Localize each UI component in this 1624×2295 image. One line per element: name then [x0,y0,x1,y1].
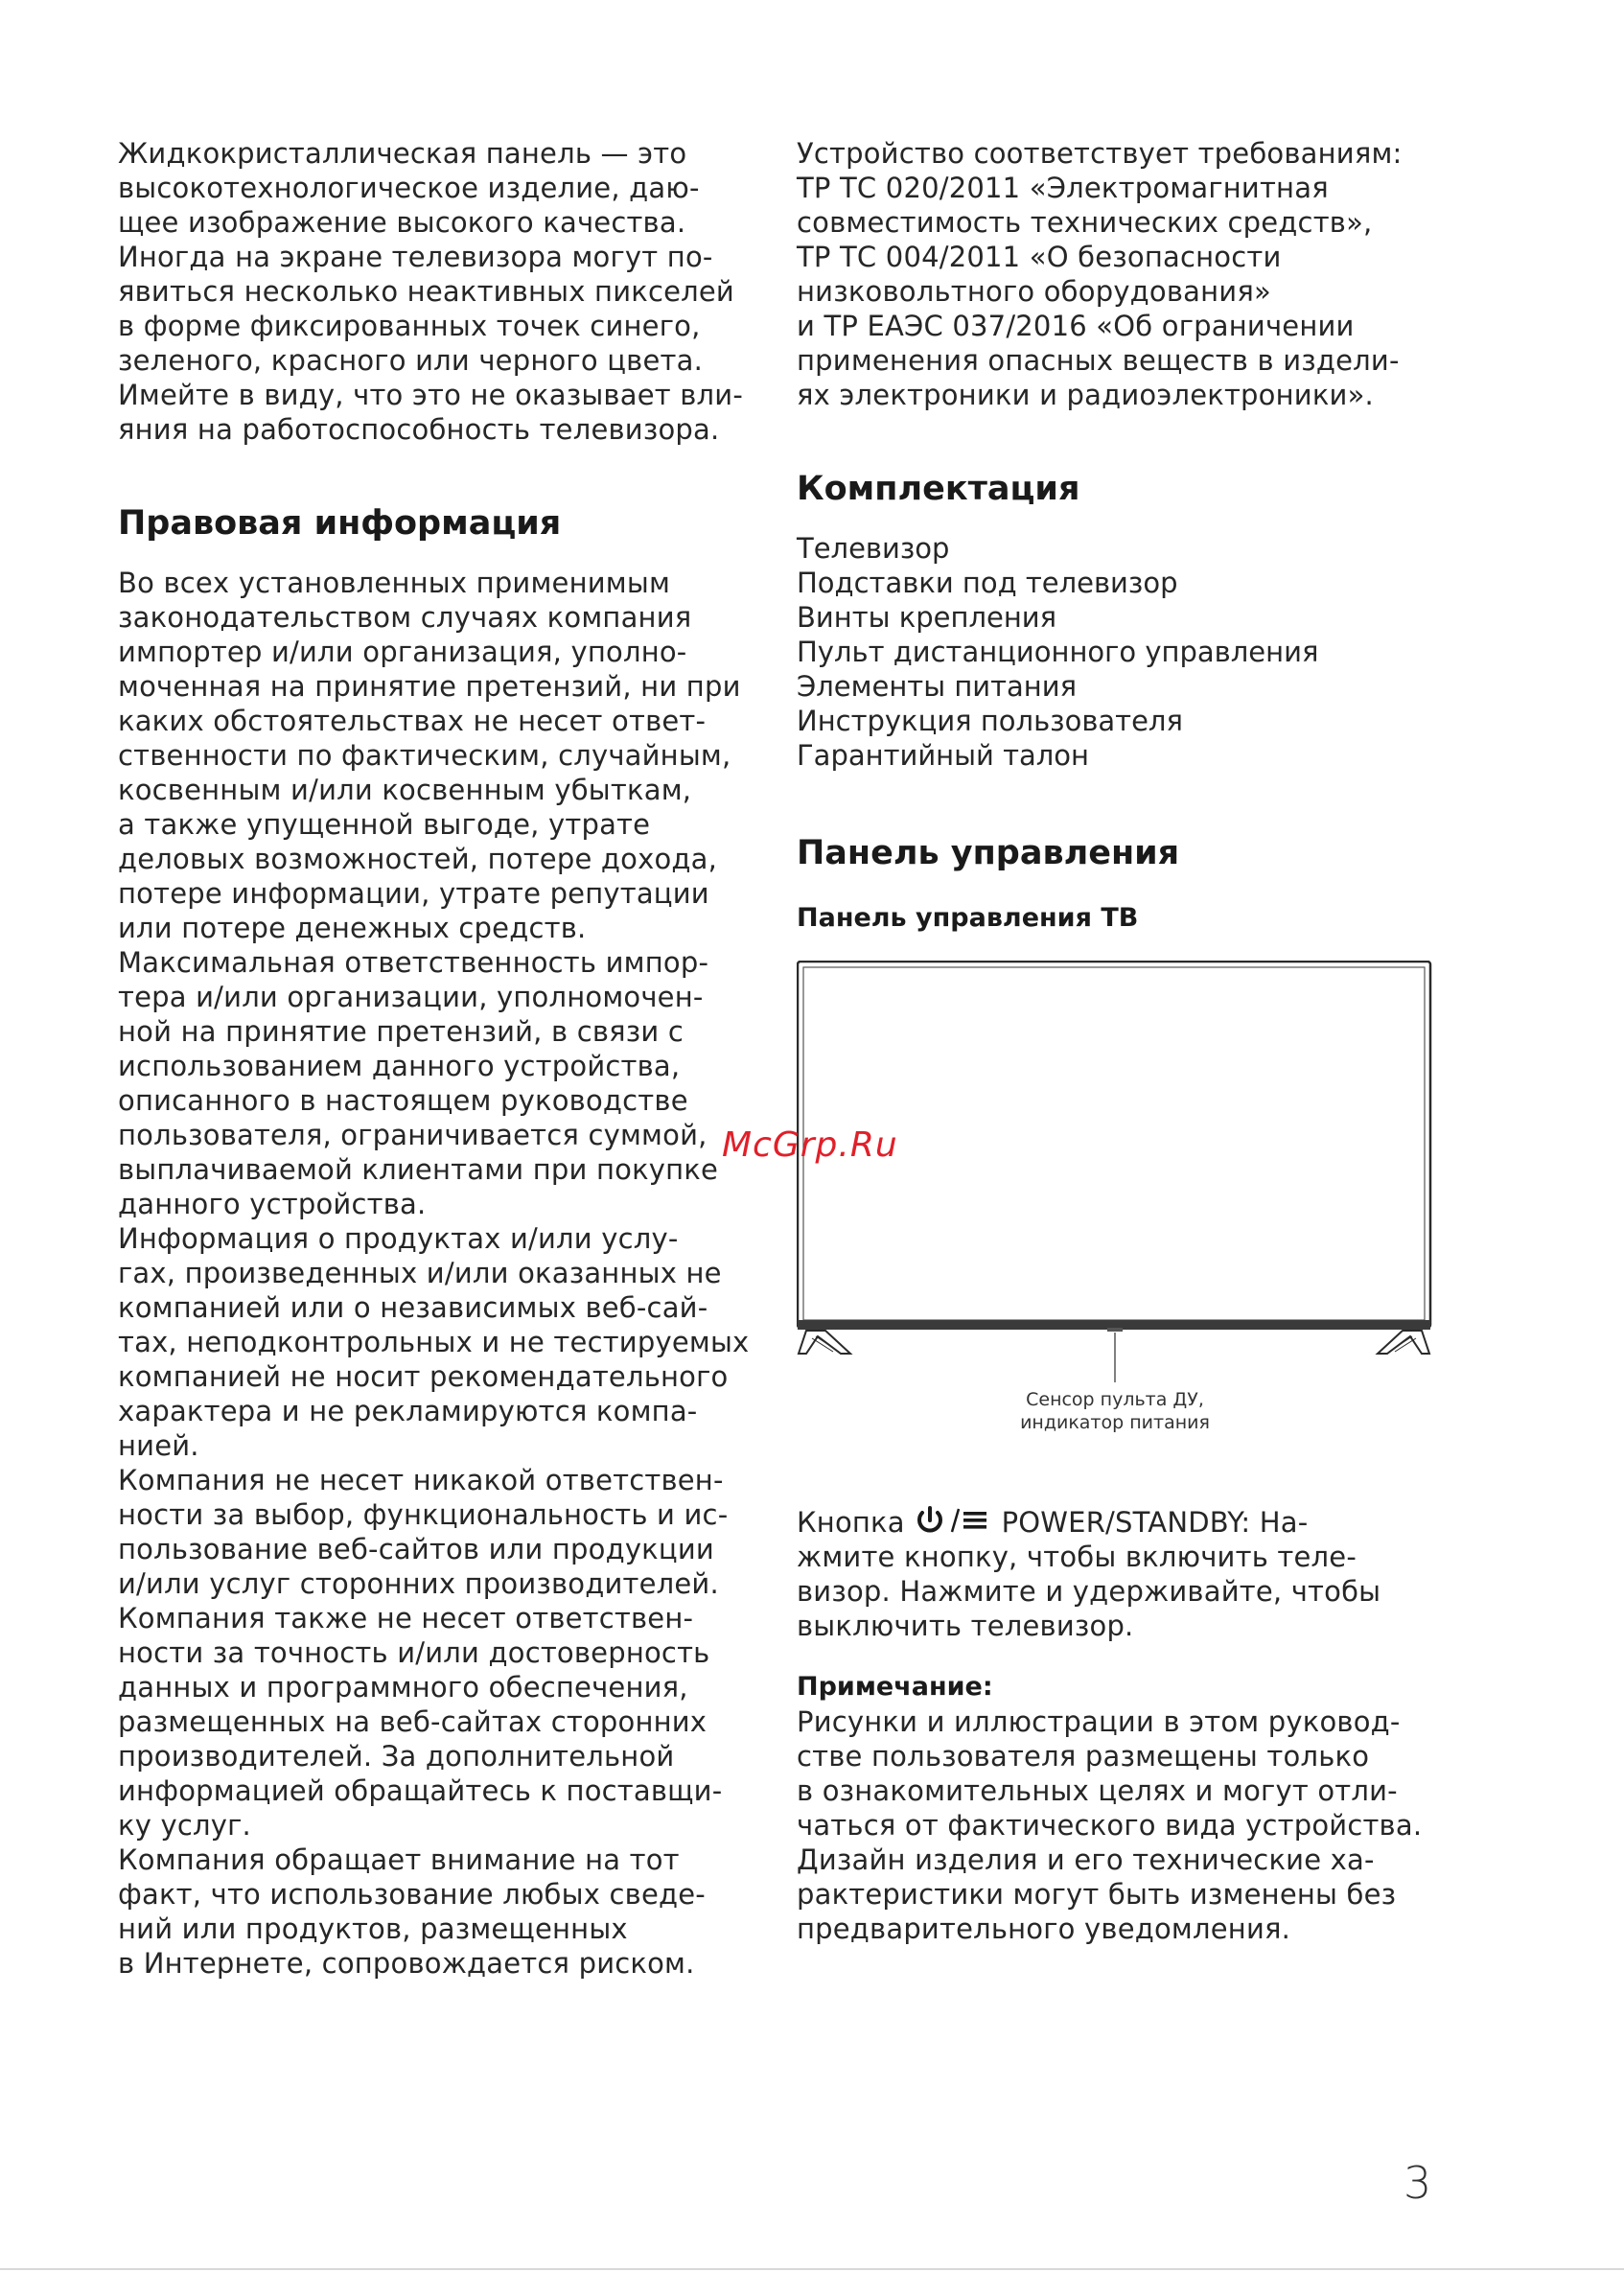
text-line: импортер и/или организация, уполно- [118,636,687,668]
power-button-paragraph: Кнопка POWER/STANDBY: На- жмите кнопку, чтобы включить теле- визор. Нажмите и удерживайте, чтобы выключить телевизор. [797,1505,1449,1643]
sensor-caption: Сенсор пульта ДУ, индикатор питания [1020,1389,1210,1433]
compliance-paragraph [797,136,1449,412]
text-line: зеленого, красного или черного цвета. [118,344,703,377]
text-line: в Интернете, сопровождается риском. [118,1947,695,1980]
page-number: 3 [1404,2157,1432,2209]
text-line: рактеристики могут быть изменены без [797,1878,1397,1911]
text-line: низковольтного оборудования» [797,275,1271,308]
text-line: производителей. За дополнительной [118,1740,675,1773]
text-line: тах, неподконтрольных и не тестируемых [118,1326,750,1358]
text-line: Дизайн изделия и его технические ха- [797,1843,1375,1876]
watermark: McGrp.Ru [722,1125,898,1165]
text-line: ственности по фактическим, случайным, [118,739,731,772]
text-line: Компания обращает внимание на тот [118,1843,680,1876]
text-line: информацией обращайтесь к поставщи- [118,1774,723,1807]
kit-list [797,531,1449,773]
text-line: характера и не рекламируются компа- [118,1395,698,1427]
text-line: косвенным и/или косвенным убыткам, [118,774,692,806]
text-line: предварительного уведомления. [797,1912,1291,1945]
text-line: чаться от фактического вида устройства. [797,1809,1423,1842]
text-line: законодательством случаях компания [118,601,692,634]
text-line: Компания не несет никакой ответствен- [118,1464,724,1496]
text-line: размещенных на веб-сайтах сторонних [118,1705,708,1738]
text-line: выплачиваемой клиентами при покупке [118,1153,719,1186]
right-column [797,136,1449,1946]
note-heading: Примечание: [797,1672,993,1702]
text-line: и ТР ЕАЭС 037/2016 «Об ограничении [797,310,1355,342]
kit-item: Телевизор [797,532,950,565]
text-line: гах, произведенных и/или оказанных не [118,1257,722,1289]
legal-paragraph [118,566,758,1981]
text-line: ТР ТС 020/2011 «Электромагнитная [797,172,1329,204]
control-panel-subheading: Панель управления ТВ [797,903,1139,933]
text-line: данного устройства. [118,1188,427,1220]
text-line: компанией или о независимых веб-сай- [118,1291,708,1324]
text-line: пользование веб-сайтов или продукции [118,1533,714,1565]
remote-sensor [1107,1328,1123,1332]
text-line: выключить телевизор. [797,1610,1134,1642]
text-line: яния на работоспособность телевизора. [118,413,720,446]
text-line: Устройство соответствует требованиям: [797,137,1403,170]
text-line: пользователя, ограничивается суммой, [118,1119,708,1151]
text-line: и/или услуг сторонних производителей. [118,1567,719,1600]
text-line: моченная на принятие претензий, ни при [118,670,741,703]
text-line: компанией не носит рекомендательного [118,1360,729,1393]
control-panel-heading: Панель управления [797,834,1180,872]
text-line: тера и/или организации, уполномочен- [118,981,704,1013]
text-line: щее изображение высокого качества. [118,206,686,239]
kit-item: Инструкция пользователя [797,705,1183,737]
text-line: ку услуг. [118,1809,251,1842]
text-line: факт, что использование любых сведе- [118,1878,706,1911]
text-line: каких обстоятельствах не несет ответ- [118,705,707,737]
text-line: совместимость технических средств», [797,206,1373,239]
text-line: Рисунки и иллюстрации в этом руковод- [797,1705,1401,1738]
text-line: применения опасных веществ в издели- [797,344,1400,377]
text-line: Максимальная ответственность импор- [118,946,709,979]
text-line: явиться несколько неактивных пикселей [118,275,734,308]
text-line: стве пользователя размещены только [797,1740,1370,1773]
text-line: ний или продуктов, размещенных [118,1912,628,1945]
text-line: ности за точность и/или достоверность [118,1636,710,1669]
tv-front-diagram [797,961,1433,1440]
text-line: в ознакомительных целях и могут отли- [797,1774,1398,1807]
bottom-divider [0,2268,1624,2270]
text-line: Компания также не несет ответствен- [118,1602,694,1634]
text-line: Имейте в виду, что это не оказывает вли- [118,379,743,411]
kit-item: Пульт дистанционного управления [797,636,1319,668]
text-line: ях электроники и радиоэлектроники». [797,379,1374,411]
text-line: данных и программного обеспечения, [118,1671,688,1704]
kit-item: Подставки под телевизор [797,567,1178,599]
text-line: нией. [118,1429,199,1462]
text-line: ности за выбор, функциональность и ис- [118,1498,729,1531]
text-line: Иногда на экране телевизора могут по- [118,241,713,273]
lcd-intro-paragraph [118,136,758,447]
text-line: деловых возможностей, потере дохода, [118,843,718,875]
text-line: Информация о продуктах и/или услу- [118,1222,679,1255]
kit-item: Элементы питания [797,670,1078,703]
text-line: Жидкокристаллическая панель — это [118,137,687,170]
tv-illustration [797,961,1433,1382]
text-line: или потере денежных средств. [118,912,587,944]
text-line: Во всех установленных применимым [118,567,671,599]
text-line: описанного в настоящем руководстве [118,1084,688,1117]
text-line: ТР ТС 004/2011 «О безопасности [797,241,1282,273]
text-line: ной на принятие претензий, в связи с [118,1015,684,1048]
text-line: жмите кнопку, чтобы включить теле- [797,1541,1357,1573]
text-line: использованием данного устройства, [118,1050,681,1082]
kit-heading: Комплектация [797,470,1080,508]
right-stand [1378,1331,1429,1354]
text-line: визор. Нажмите и удерживайте, чтобы [797,1575,1381,1608]
left-column [118,136,758,1981]
text-line: высокотехнологическое изделие, даю- [118,172,700,204]
text-line: а также упущенной выгоде, утрате [118,808,651,841]
kit-item: Гарантийный талон [797,739,1090,772]
text-line: в форме фиксированных точек синего, [118,310,701,342]
text-line: потере информации, утрате репутации [118,877,709,910]
power-standby-icon [914,1505,992,1536]
note-paragraph [797,1704,1449,1946]
left-stand [799,1331,850,1354]
kit-item: Винты крепления [797,601,1057,634]
legal-heading: Правовая информация [118,504,562,543]
